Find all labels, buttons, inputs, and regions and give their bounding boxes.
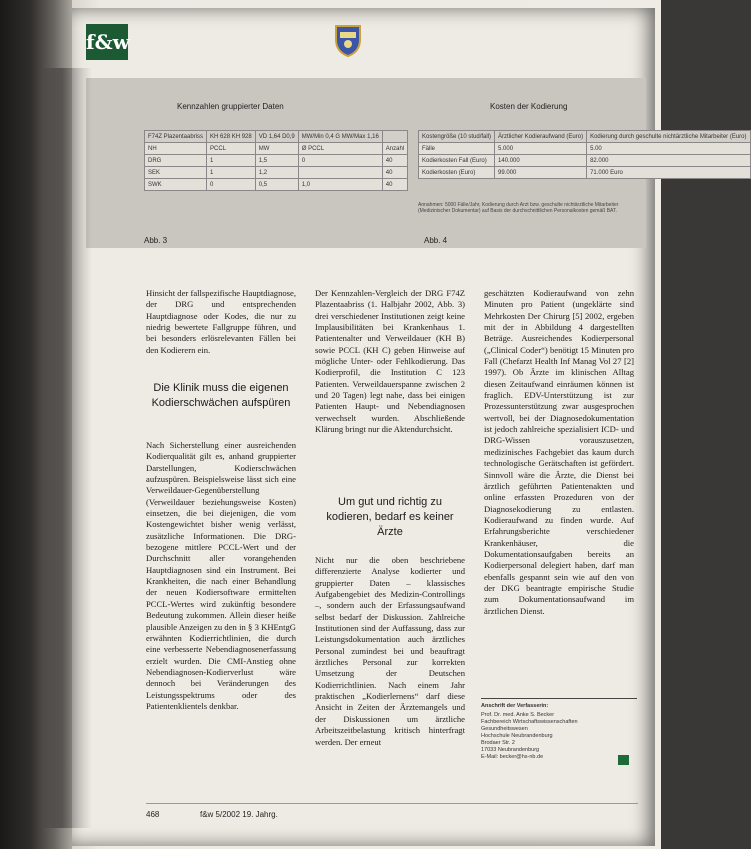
table-row <box>419 167 751 179</box>
column-2-heading: Um gut und richtig zu kodieren, bedarf es keiner Ärzte <box>326 496 454 538</box>
brand-logo: f&w <box>86 24 128 60</box>
table-row <box>145 167 408 179</box>
table-cell: 40 <box>382 167 407 179</box>
address-line: Fachbereich Wirtschaftswissenschaften <box>481 719 578 725</box>
page-gutter-shadow <box>42 68 92 828</box>
author-address-title: Anschrift der Verfasserin: <box>481 703 549 709</box>
table-cell: 1,0 <box>298 179 382 191</box>
address-line: Hochschule Neubrandenburg <box>481 733 553 739</box>
table-cell: 0,5 <box>255 179 298 191</box>
page-number: 468 <box>146 810 160 819</box>
table-row <box>145 143 408 155</box>
table-row <box>145 155 408 167</box>
author-address <box>481 698 637 773</box>
table-cell: VD 1,64 D0,9 <box>255 131 298 143</box>
table-row <box>145 131 408 143</box>
figure3-caption: Abb. 3 <box>144 236 168 245</box>
table-cell: Kostengröße (10 stud/fall) <box>419 131 495 143</box>
table-cell: 82.000 <box>587 155 750 167</box>
table-cell: 1 <box>207 167 256 179</box>
table-cell <box>382 131 407 143</box>
figure4-table <box>418 130 751 179</box>
table-cell: 1 <box>207 155 256 167</box>
table-cell: 40 <box>382 155 407 167</box>
figure4-title: Kosten der Kodierung <box>490 102 568 111</box>
address-line: 17033 Neubrandenburg <box>481 747 540 753</box>
table-cell: 5.000 <box>495 143 587 155</box>
table-cell: 0 <box>207 179 256 191</box>
address-line: Gesundheitswesen <box>481 726 528 732</box>
table-cell: MW/Min 0,4 G MW/Max 1,16 <box>298 131 382 143</box>
column-2-paragraph-1: Der Kennzahlen-Vergleich der DRG F74Z Plazentaabriss (1. Halbjahr 2002, Abb. 3) drei verschiedener Institutionen zeigt keine Implausibilitäten bei Krankenhaus 1. Patientenalter und Verweildauer (KH B) sowie PCCL (KH C) geben Hinweise auf mögliche Unter- oder Fehlkodierung. Das Kodierprofil, die Institution C 123 Patienten. Verweildauerspanne zwischen 2 und 20 Tagen) legt nahe, dass bei einigen Patienten Haupt- und Nebendiagnosen verwechselt wurden. Abschließende Klärung bringt nur die Aktendurchsicht. <box>315 288 465 435</box>
table-cell: KH 628 KH 928 <box>207 131 256 143</box>
table-cell: SEK <box>145 167 207 179</box>
figure4-note: Annahmen: 5000 Fälle/Jahr, Kodierung durch Arzt bzw. geschulte nichtärztliche Mitarbeiter (Medizinischer Dokumentar) auf Basis der durchschnittlichen Personalkosten gemäß BAT. <box>418 202 619 214</box>
figure3-title: Kennzahlen gruppierter Daten <box>177 102 284 111</box>
column-1-paragraph-2: Nach Sicherstellung einer ausreichenden Kodierqualität gilt es, anhand gruppierter Darstellungen, Kodierschwächen aufzuspüren. Beispielsweise lässt sich eine Verweildauer-Gegenüberstellung (Verweildauer beziehungsweise Kosten) einsetzen, die bei diejenigen, die vom Kostengewichtet bisher wenig verlässt, zusätzliche Informationen. Die DRG-bezogene mittlere PCCL-Wert und der Durchschnitt aller vorangehenden Hauptdiagnosen sind ein Instrument. Bei Krankheiten, die nach einer Behandlung der neuen Kodiersoftware ermittelten PCCL-Wertes wird zukünftig besondere Bedeutung zukommen. Allein dieser heiße plausible Anzeigen zu den in § 3 KHEntgG erwähnten Kodierrichtlinien, die durch eine verbesserte Nebendiagnosenerfassung erzielt wurden. Die CMI-Anstieg ohne Nebendiagnosen-Kodierverlust wäre dennoch bei Veränderungen des Leistungsspektrums oder des Patientenklientels denkbar. <box>146 440 296 711</box>
table-cell <box>298 167 382 179</box>
figure3-table <box>144 130 408 191</box>
address-line: Brodaer Str. 2 <box>481 740 515 746</box>
document-page <box>72 8 747 846</box>
table-cell: 71.000 Euro <box>587 167 750 179</box>
table-cell: 0 <box>298 155 382 167</box>
table-cell: 1,2 <box>255 167 298 179</box>
table-cell: 40 <box>382 179 407 191</box>
address-line: Prof. Dr. med. Anke S. Becker <box>481 712 555 718</box>
table-cell: Ärztlicher Kodieraufwand (Euro) <box>495 131 587 143</box>
table-row <box>419 143 751 155</box>
column-3-paragraph-1: geschätzten Kodieraufwand von zehn Minuten pro Patient (ungeklärte sind Mehrkosten Der Chirurg [5] 2002, ergeben mit der in Abbildung 4 dargestellten Beträge. Ausreichendes Kodierpersonal („Clinical Coder“) benötigt 15 Minuten pro Fall (Chefarzt Health Inf Manag Vol 27 [2] 1997). Ob Ärzte im klinischen Alltag diesen Zeitaufwand einräumen können ist fraglich. EDV-Unterstützung ist zur Prozessunterstützung zwar ausgesprochen wertvoll, bei der Diagnosedokumentation ist jedoch zahlreiche spezialisiert ICD- und DRG-Wissen vorauszusetzen, medizinisches Fachgebiet das kaum durch technologische Gerätschaften ist gefördert. Sinnvoll wäre die Ärzte, die Dienst bei ärztlich geführten Patientenakten und online erfassten Prozeduren von der Diagnosekodierung zu entlasten. Kodieraufwand zu finden wurde. Auf Erfahrungsberichte verschiedener Krankenhäuser, die Dokumentationsaufgaben bereits an Kodierpersonal delegiert haben, darf man ebenfalls gespannt sein wie auf den von der DKG beantragte empirische Studie zum Dokumentationsaufwand im ärztlichen Dienst. <box>484 288 634 616</box>
address-line: E-Mail: becker@hs-nb.de <box>481 754 544 760</box>
column-1-heading: Die Klinik muss die eigenen Kodierschwächen aufspüren <box>151 382 291 409</box>
end-marker <box>618 755 629 765</box>
crest-emblem-icon <box>332 22 364 58</box>
table-cell: DRG <box>145 155 207 167</box>
table-cell: Fälle <box>419 143 495 155</box>
table-cell: Kodierkosten Fall (Euro) <box>419 155 495 167</box>
footer-rule <box>146 803 638 804</box>
table-cell: MW <box>255 143 298 155</box>
table-cell: NH <box>145 143 207 155</box>
column-2-paragraph-2: Nicht nur die oben beschriebene differenzierte Analyse kodierter und gruppierter Daten – klassisches Aufgabengebiet des Medizin-Controllings –, sondern auch der Erfassungsaufwand selbst bedarf der Diskussion. Zahlreiche Institutionen sind der Auffassung, dass zur Leistungsdokumentation auch ärztliches Personal zumindest bei und beauftragt ärztliches Personal zur korrekten Umsetzung der Deutschen Kodierrichtlinien. Nach einem Jahr praktischen „Kodierlernens“ darf diese Ansicht in Zeiten der Ärztemangels und der Diskussionen um ärztliche Arbeitszeitbelastung kritisch hinterfragt werden. Der erneut <box>315 555 465 747</box>
journal-issue: f&w 5/2002 19. Jahrg. <box>200 810 278 819</box>
figure4-caption: Abb. 4 <box>424 236 448 245</box>
table-cell: 99.000 <box>495 167 587 179</box>
table-row <box>145 179 408 191</box>
table-row <box>419 131 751 143</box>
table-cell: PCCL <box>207 143 256 155</box>
table-cell: Anzahl <box>382 143 407 155</box>
table-cell: SWK <box>145 179 207 191</box>
table-cell: 5.00 <box>587 143 750 155</box>
column-1-paragraph-1: Hinsicht der fallspezifische Hauptdiagnose, der DRG und entsprechenden Hauptdiagnose oder Kodes, die nur zu niedrig bewertete Fallgruppe führen, und bei besonders erlösrelevanten Fällen bei den Kodierern ein. <box>146 288 296 355</box>
table-cell: 140.000 <box>495 155 587 167</box>
table-cell: Ø PCCL <box>298 143 382 155</box>
table-cell: Kodierung durch geschulte nichtärztliche Mitarbeiter (Euro) <box>587 131 750 143</box>
table-cell: Kodierkosten (Euro) <box>419 167 495 179</box>
table-cell: F74Z Plazentaabriss <box>145 131 207 143</box>
table-cell: 1,5 <box>255 155 298 167</box>
table-row <box>419 155 751 167</box>
